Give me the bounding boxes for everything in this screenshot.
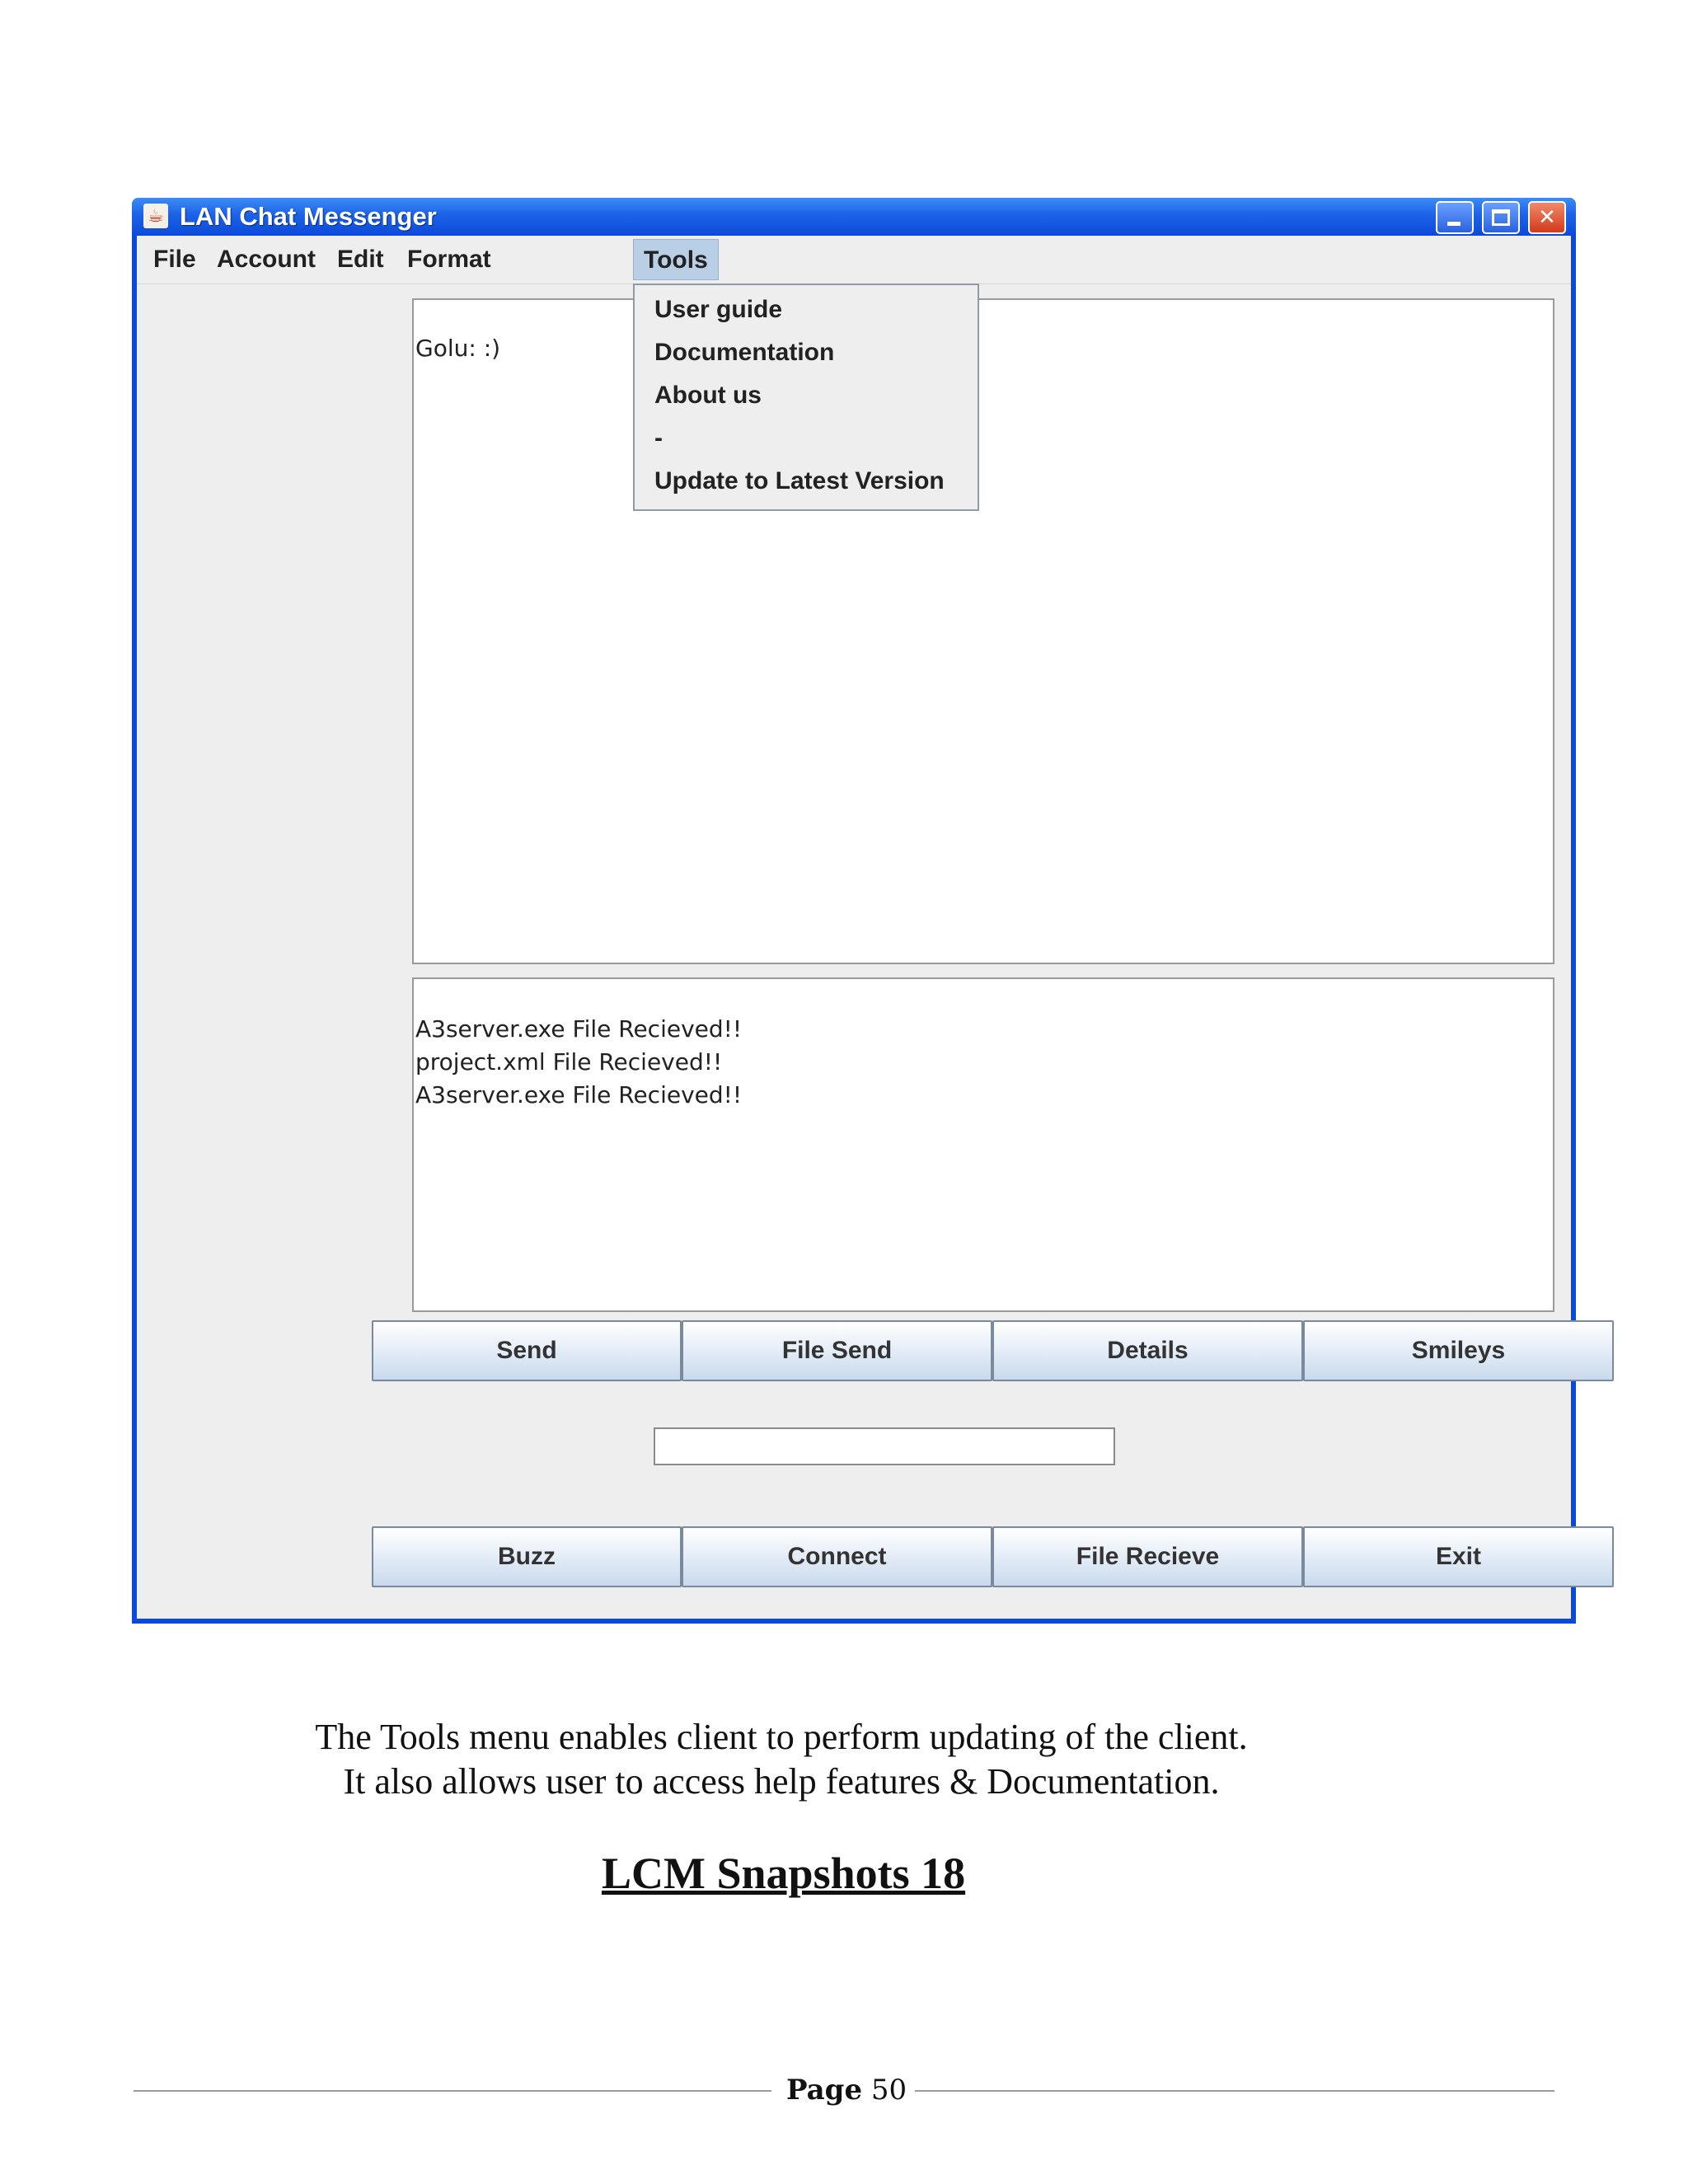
chat-display-area[interactable] [412,298,1554,964]
caption-line-2: It also allows user to access help features & Documentation. [343,1761,1220,1802]
menu-item-user-guide[interactable]: User guide [654,296,783,323]
log-line: A3server.exe File Recieved!! [415,1015,743,1043]
menu-item-about-us[interactable]: About us [654,382,762,409]
exit-button[interactable]: Exit [1303,1526,1614,1587]
menu-edit[interactable]: Edit [337,246,384,273]
file-log-area[interactable] [412,977,1554,1312]
maximize-button[interactable] [1482,201,1520,234]
snapshot-title: LCM Snapshots 18 [602,1849,966,1898]
file-send-button[interactable]: File Send [682,1320,992,1381]
menu-format[interactable]: Format [407,246,491,273]
minimize-button[interactable] [1436,201,1474,234]
send-button[interactable]: Send [372,1320,682,1381]
menu-item-documentation[interactable]: Documentation [654,339,835,366]
minimize-icon [1447,222,1461,226]
caption-line-1: The Tools menu enables client to perform updating of the client. [315,1717,1248,1757]
java-cup-icon: ☕ [143,204,168,228]
menu-separator-item: - [654,424,663,452]
app-window [132,198,1576,1624]
message-input[interactable] [654,1427,1115,1465]
window-title: LAN Chat Messenger [180,202,437,231]
menu-bar [137,236,1571,284]
maximize-icon [1492,209,1510,226]
close-icon: ✕ [1538,204,1556,229]
title-bar[interactable] [132,198,1576,236]
page-label: Page [786,2074,863,2107]
log-line: A3server.exe File Recieved!! [415,1081,743,1108]
tools-dropdown-menu [633,284,979,511]
smileys-button[interactable]: Smileys [1303,1320,1614,1381]
buzz-button[interactable]: Buzz [372,1526,682,1587]
menu-item-update[interactable]: Update to Latest Version [654,467,945,494]
footer-rule-right [915,2090,1554,2092]
footer-rule-left [134,2090,771,2092]
close-button[interactable] [1528,201,1566,234]
connect-button[interactable]: Connect [682,1526,992,1587]
menu-account[interactable]: Account [217,246,316,273]
page-number [786,2074,907,2107]
file-recieve-button[interactable]: File Recieve [992,1526,1303,1587]
chat-message: Golu: :) [415,335,501,362]
window-client-area [137,236,1571,1619]
log-line: project.xml File Recieved!! [415,1048,723,1076]
page-number-value: 50 [870,2074,907,2107]
details-button[interactable]: Details [992,1320,1303,1381]
menu-tools[interactable]: Tools [633,239,719,280]
menu-file[interactable]: File [153,246,196,273]
